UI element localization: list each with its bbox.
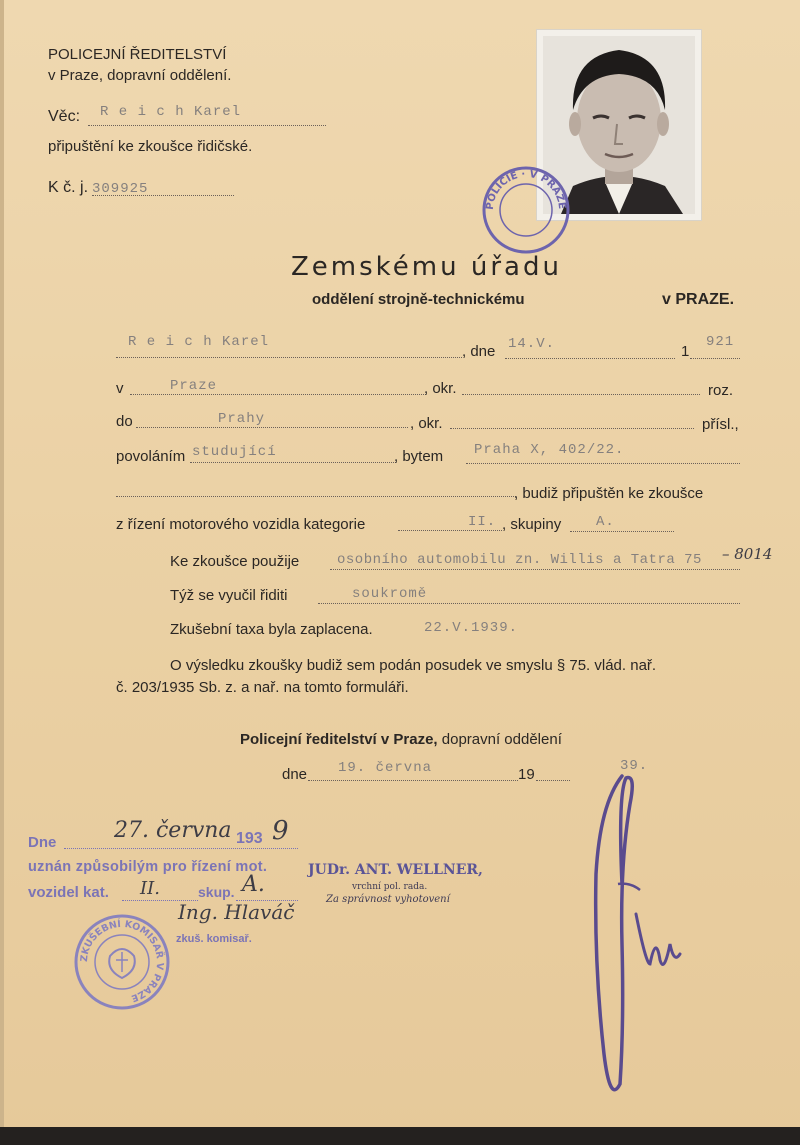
addressee-city: v PRAZE. — [662, 291, 735, 308]
admission-text: , budiž připuštěn ke zkoušce — [514, 485, 704, 502]
birth-year-dotted-line — [690, 358, 740, 359]
fee-value: 22.V.1939. — [424, 620, 519, 636]
birthplace-value: Praze — [170, 378, 218, 394]
fee-label: Zkušební taxa byla zaplacena. — [170, 621, 373, 638]
exam-stamp-date-label: Dne — [28, 834, 57, 851]
category-dotted-line — [398, 530, 502, 531]
exam-stamp-category-label: vozidel kat. — [28, 884, 109, 901]
closing-date-value: 19. června — [338, 760, 433, 776]
vehicle-label: Ke zkoušce použije — [170, 553, 300, 570]
occupation-value: studující — [192, 444, 277, 460]
kc-value: 309925 — [92, 181, 149, 197]
vec-value: R e i c h Karel — [100, 104, 242, 120]
exam-stamp-qualified-text: uznán způsobilým pro řízení mot. — [28, 859, 268, 875]
birth-year-value: 921 — [706, 334, 735, 350]
addressee-department: oddělení strojně-technickému — [312, 291, 525, 308]
roz-label: roz. — [708, 382, 734, 399]
kc-label: K č. j. — [48, 179, 89, 196]
birth-date-value: 14.V. — [508, 336, 556, 352]
prisl-label: přísl., — [702, 416, 739, 433]
closing-date-label: dne — [282, 766, 308, 783]
training-dotted-line — [318, 603, 740, 604]
residence-value: Praha X, 402/22. — [474, 442, 625, 458]
vehicle-handwritten: – 8014 — [722, 545, 773, 563]
district-2-dotted-line — [450, 428, 694, 429]
exam-stamp-year-value: 9 — [272, 816, 289, 846]
occupation-label: povoláním — [116, 448, 186, 465]
addressee-title: Zemskému úřadu — [291, 252, 562, 282]
district-dotted-line — [462, 394, 700, 395]
official-certification: Za správnost vyhotovení — [326, 894, 450, 905]
birth-date-dotted-line — [505, 358, 675, 359]
police-photo-stamp — [478, 162, 574, 258]
residence-label: , bytem — [394, 448, 444, 465]
closing-year-prefix: 19 — [518, 766, 535, 783]
residence-dotted-line — [466, 463, 740, 464]
examiner-label: zkuš. komisař. — [176, 933, 252, 945]
exam-stamp-group-value: A. — [242, 872, 265, 897]
category-sentence: z řízení motorového vozidla kategorie — [116, 516, 366, 533]
office-line-2: v Praze, dopravní oddělení. — [48, 67, 232, 84]
subject-text: připuštění ke zkoušce řidičské. — [48, 138, 253, 155]
domicile-label: do — [116, 413, 133, 430]
official-name: JUDr. ANT. WELLNER, — [308, 862, 483, 878]
scan-bottom-edge — [0, 1127, 800, 1145]
result-line-2: č. 203/1935 Sb. z. a nař. na tomto formuláři. — [116, 679, 409, 696]
office-line-1: POLICEJNÍ ŘEDITELSTVÍ — [48, 46, 227, 63]
vehicle-value: osobního automobilu zn. Willis a Tatra 75 — [337, 552, 702, 568]
exam-stamp-group-label: skup. — [198, 884, 235, 900]
closing-year-value: 39. — [620, 758, 649, 774]
official-rank: vrchní pol. rada. — [352, 882, 428, 892]
domicile-dotted-line — [136, 427, 408, 428]
exam-stamp-date-line — [64, 848, 298, 849]
group-value: A. — [596, 514, 615, 530]
domicile-value: Prahy — [218, 411, 266, 427]
examiner-seal-text: ZKUŠEBNÍ KOMISAŘ V PRAZE — [78, 918, 166, 1004]
exam-stamp-year-prefix: 193 — [236, 830, 263, 847]
occupation-dotted-line — [190, 462, 396, 463]
birthplace-label: v — [116, 380, 124, 397]
group-label: , skupiny — [502, 516, 562, 533]
official-signature — [560, 764, 690, 1124]
training-label: Týž se vyučil řiditi — [170, 587, 288, 604]
examiner-round-seal — [72, 912, 172, 1012]
district-label: , okr. — [424, 380, 457, 397]
birthplace-dotted-line — [130, 394, 426, 395]
photo-stamp-text: POLICIE · V PRAZE — [484, 168, 568, 211]
birth-date-label: , dne — [462, 343, 496, 360]
exam-stamp-date-value: 27. června — [114, 818, 232, 843]
examiner-signature: Ing. Hlaváč — [178, 900, 295, 924]
kc-dotted-line — [92, 195, 234, 196]
closing-office-bold: Policejní ředitelství v Praze, — [240, 731, 438, 748]
category-value: II. — [468, 514, 497, 530]
closing-date-dotted-line — [308, 780, 518, 781]
svg-text:POLICIE · V PRAZE — [485, 169, 567, 210]
applicant-name-value: R e i c h Karel — [128, 334, 270, 350]
vehicle-dotted-line — [330, 569, 740, 570]
result-line-1: O výsledku zkoušky budiž sem podán posudek ve smyslu § 75. vlád. nař. — [170, 657, 657, 674]
exam-stamp-category-value: II. — [140, 878, 160, 899]
district-2-label: , okr. — [410, 415, 443, 432]
closing-office-rest: dopravní oddělení — [441, 731, 562, 748]
training-value: soukromě — [352, 586, 428, 602]
vec-dotted-line — [88, 125, 326, 126]
vec-label: Věc: — [48, 108, 81, 125]
name-dotted-line — [116, 357, 462, 358]
blank-dotted-line — [116, 496, 516, 497]
birth-year-prefix: 1 — [681, 343, 690, 360]
group-dotted-line — [570, 531, 674, 532]
scan-left-edge — [0, 0, 4, 1127]
